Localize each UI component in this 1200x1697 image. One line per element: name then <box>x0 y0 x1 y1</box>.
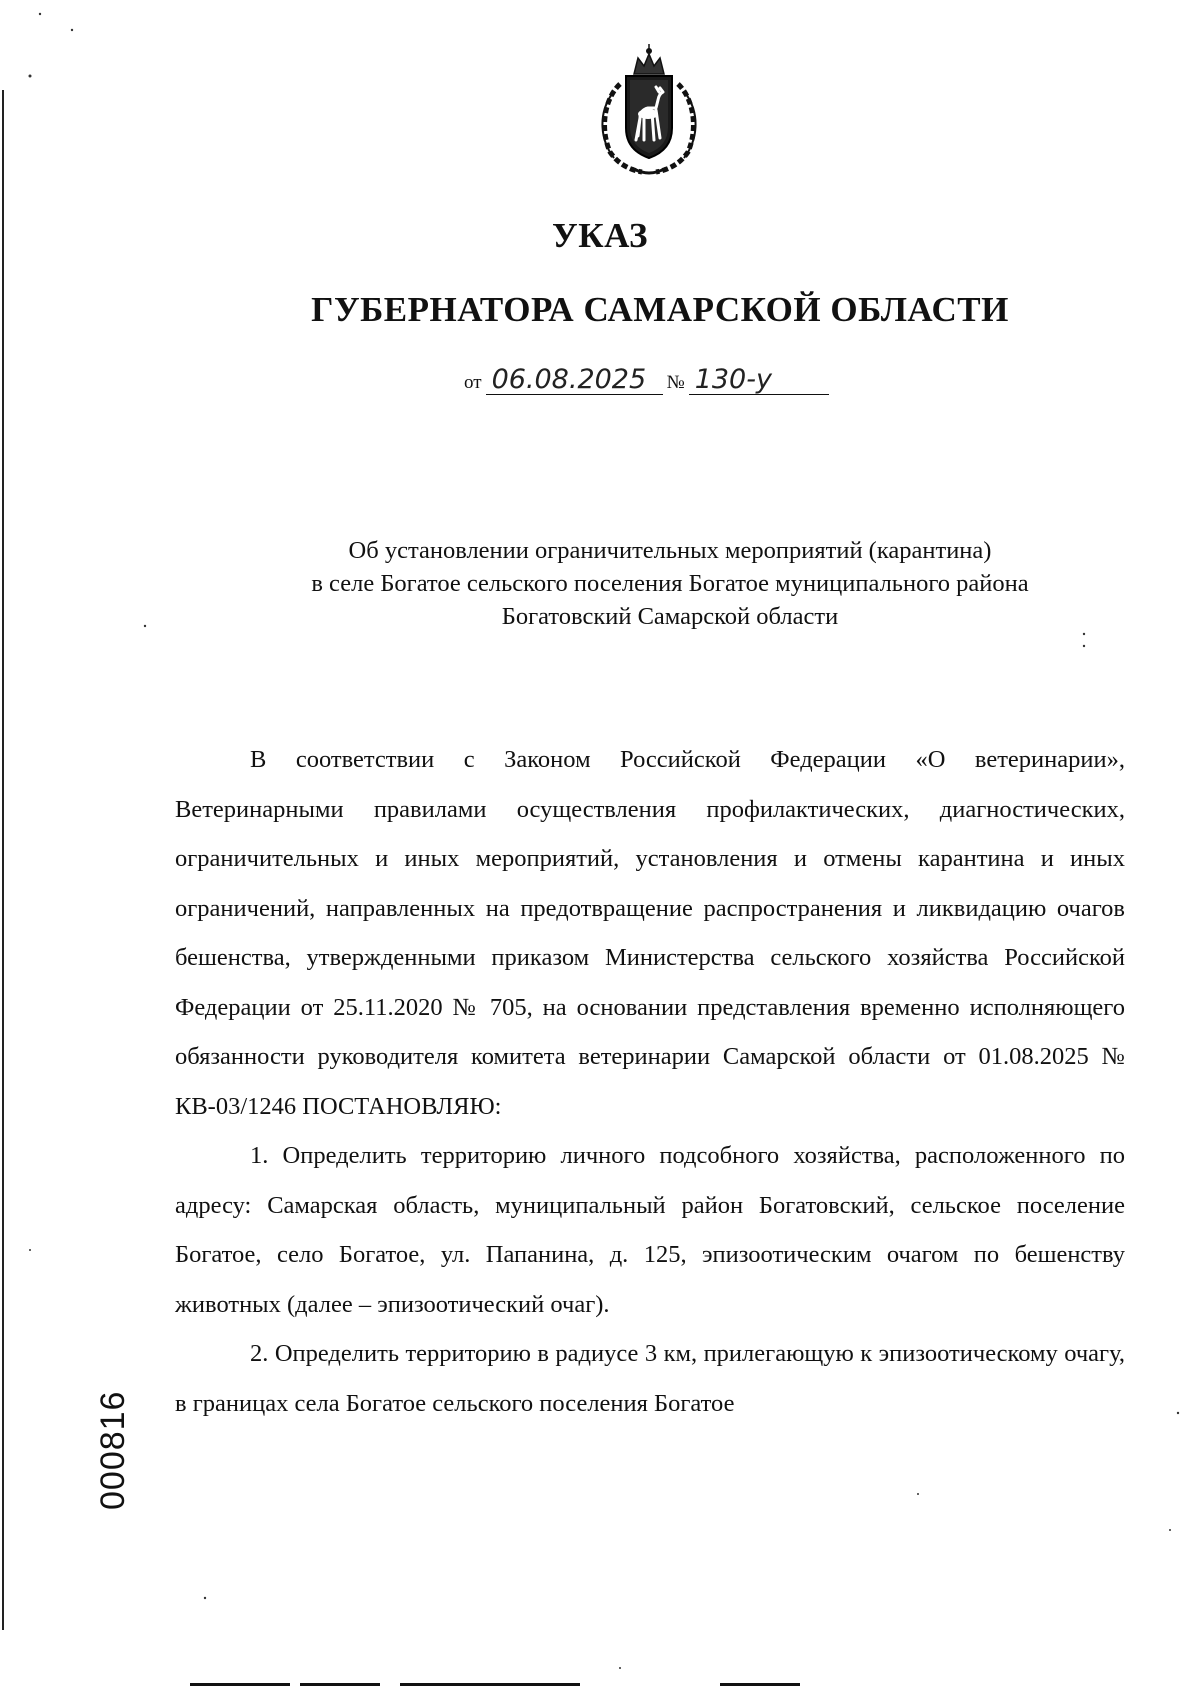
document-subtitle: ГУБЕРНАТОРА САМАРСКОЙ ОБЛАСТИ <box>311 290 1009 329</box>
document-title: УКАЗ <box>552 216 648 255</box>
bottom-dashed-rule <box>190 1683 290 1686</box>
preamble-paragraph: В соответствии с Законом Российской Федерации «О ветеринарии», Ветеринарными правилами осуществления профилактических, диагностических, ограничительных и иных мероприятий, установления и отмены карантина и иных ограничений, направленных на предотвращение распространения и ликвидацию очагов бешенства, утвержденными приказом Министерства сельского хозяйства Российской Федерации от 25.11.2020 № 705, на основании представления временно исполняющего обязанности руководителя комитета ветеринарии Самарской области от 01.08.2025 № КВ-03/1246 ПОСТАНОВЛЯЮ: <box>175 746 1125 1120</box>
clause-1-paragraph: 1. Определить территорию личного подсобного хозяйства, расположенного по адресу: Самарская область, муниципальный район Богатовский, сельское поселение Богатое, село Богатое, ул. Папанина, д. 125, эпизоотическим очагом по бешенству животных (далее – эпизоотический очаг). <box>175 1142 1125 1318</box>
number-prefix: № <box>666 372 685 393</box>
clause-2-paragraph: 2. Определить территорию в радиусе 3 км, прилегающую к эпизоотическому очагу, в границах села Богатое сельского поселения Богатое <box>175 1340 1125 1417</box>
decree-subject <box>240 534 1100 633</box>
subject-line: Об установлении ограничительных мероприятий (карантина) <box>348 537 992 564</box>
margin-serial-stamp: 000816 <box>94 1390 132 1510</box>
subject-line: Богатовский Самарской области <box>501 603 839 630</box>
samara-coat-of-arms-icon <box>586 44 712 178</box>
page-edge-line <box>2 90 4 1630</box>
handwritten-date: 06.08.2025 <box>486 366 663 395</box>
bottom-dashed-rule <box>720 1683 800 1686</box>
decree-body <box>175 735 1125 1428</box>
bottom-dashed-rule <box>300 1683 380 1686</box>
bottom-dashed-rule <box>400 1683 580 1686</box>
handwritten-number: 130-у <box>689 366 829 395</box>
date-prefix: от <box>464 372 482 393</box>
date-number-line <box>460 366 829 395</box>
subject-line: в селе Богатое сельского поселения Богатое муниципального района <box>311 570 1029 597</box>
